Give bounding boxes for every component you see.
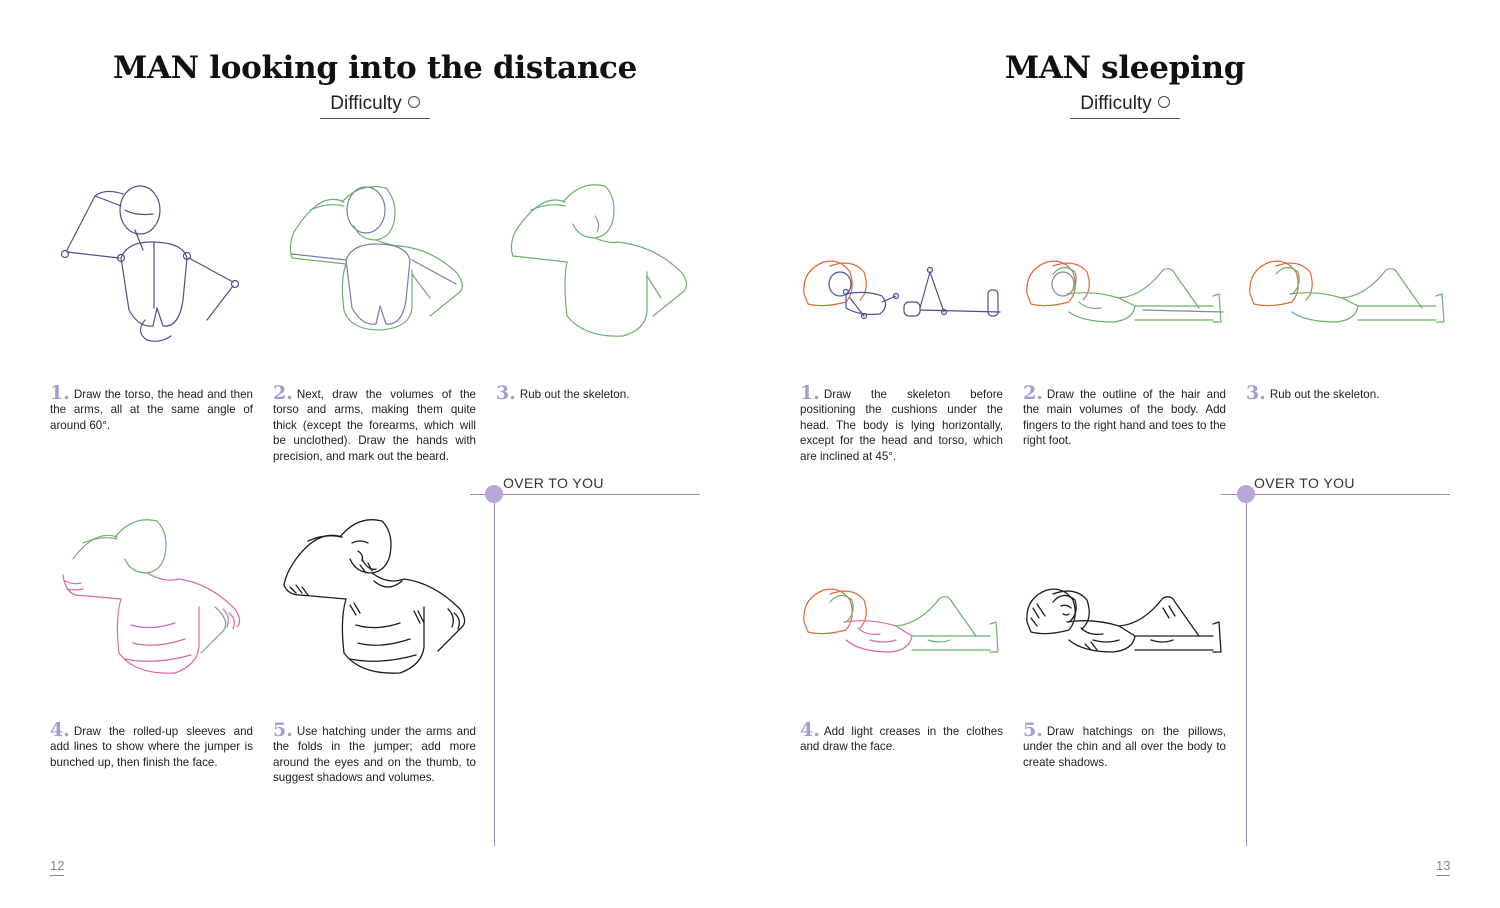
over-to-you-vertical-line [1246,494,1247,846]
step-1-illustration [800,250,1005,335]
step-number: 2. [273,382,293,404]
page-title: MAN looking into the distance [112,50,638,86]
step-3-caption [1246,382,1449,404]
over-to-you-vertical-line [494,494,495,846]
over-to-you-line [470,494,700,495]
step-text: Next, draw the volumes of the torso and arms, making them quite thick (except the forearms, which will be unclothed). Draw the hands with precision, and mark out the beard. [273,388,476,463]
difficulty-circle-icon [408,96,420,108]
page-number: 13 [1436,858,1450,876]
step-2-illustration [280,180,480,345]
step-number: 2. [1023,382,1043,404]
over-to-you-label: OVER TO YOU [1254,475,1355,491]
step-5-illustration [1023,578,1228,668]
step-4-caption [800,719,1003,755]
step-2-illustration [1023,250,1228,335]
step-4-caption [50,719,253,770]
step-5-illustration [278,515,478,680]
step-1-illustration [55,180,250,345]
step-1-caption [800,382,1003,464]
step-number: 3. [1246,382,1266,404]
step-text: Draw hatchings on the pillows, under the chin and all over the body to create shadows. [1023,725,1226,769]
over-to-you-line [1221,494,1450,495]
over-to-you-dot-icon [1237,485,1255,503]
step-2-caption [1023,382,1226,449]
page-title: MAN sleeping [1004,50,1246,86]
step-number: 5. [273,719,293,741]
step-text: Draw the skeleton before positioning the cushions under the head. The body is lying horizontally, except for the head and torso, which are inclined at 45°. [800,388,1003,463]
difficulty-label: Difficulty [330,93,402,114]
difficulty-circle-icon [1158,96,1170,108]
step-number: 4. [50,719,70,741]
step-4-illustration [800,578,1005,668]
step-5-caption [273,719,476,786]
difficulty-label: Difficulty [1080,93,1152,114]
step-3-illustration [505,180,695,345]
step-text: Draw the outline of the hair and the main volumes of the body. Add fingers to the right hand and toes to the right foot. [1023,388,1226,448]
step-text: Draw the torso, the head and then the arms, all at the same angle of around 60°. [50,388,253,432]
step-4-illustration [55,515,255,680]
step-3-illustration [1246,250,1451,335]
difficulty-indicator [320,92,430,119]
step-text: Rub out the skeleton. [1269,388,1380,401]
step-number: 1. [50,382,70,404]
step-3-caption [496,382,699,404]
step-text: Add light creases in the clothes and draw the face. [800,725,1003,754]
step-text: Use hatching under the arms and the folds in the jumper; add more around the eyes and on the thumb, to suggest shadows and volumes. [273,725,476,785]
right-page [750,0,1500,908]
step-number: 4. [800,719,820,741]
step-number: 1. [800,382,820,404]
step-1-caption [50,382,253,433]
step-number: 5. [1023,719,1043,741]
step-number: 3. [496,382,516,404]
page-number: 12 [50,858,64,876]
step-text: Draw the rolled-up sleeves and add lines to show where the jumper is bunched up, then finish the face. [50,725,253,769]
difficulty-indicator [1070,92,1180,119]
over-to-you-dot-icon [485,485,503,503]
step-2-caption [273,382,476,464]
step-5-caption [1023,719,1226,770]
step-text: Rub out the skeleton. [519,388,630,401]
over-to-you-label: OVER TO YOU [503,475,604,491]
